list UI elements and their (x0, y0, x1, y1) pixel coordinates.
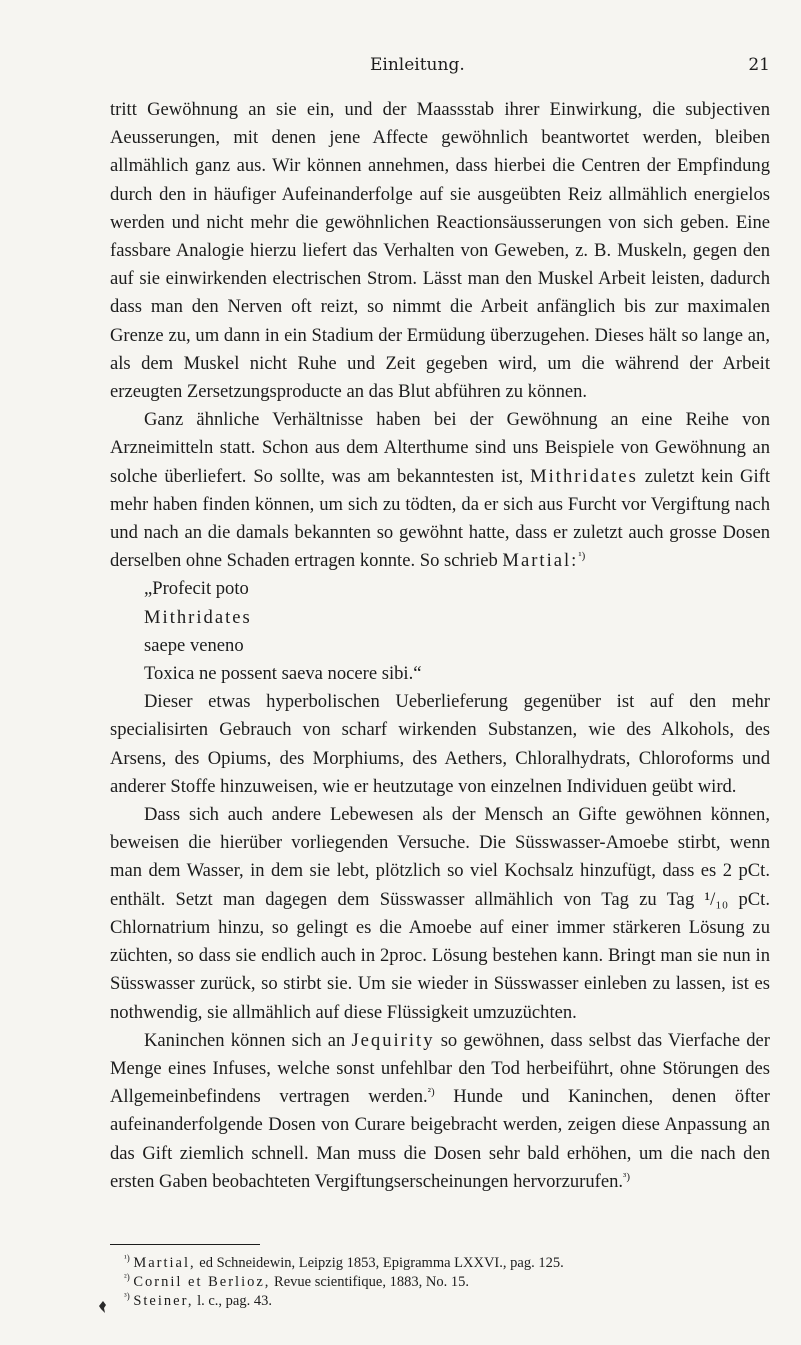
quote-line-1-b: saepe veneno (144, 634, 244, 656)
footnote-author: Martial, (133, 1255, 196, 1271)
p5-text-b: so gewöhnen, dass selbst das Vierfache der Menge eines Infuses, welche sonst unfehlbar den Tod herbeiführt, ohne Störungen des Allgemeinbefindens vertragen werden. (110, 1029, 770, 1108)
footnote-author: Steiner, (133, 1293, 194, 1309)
paragraph-2 (110, 406, 770, 575)
footnote-mark: ²) (124, 1272, 130, 1283)
page-number: 21 (748, 55, 770, 75)
footnote-author: Cornil et Berlioz, (133, 1274, 271, 1290)
paragraph-5 (110, 1027, 770, 1196)
quote-name: Mithridates (144, 606, 252, 628)
paragraph-3: Dieser etwas hyperbolischen Ueberlieferung gegenüber ist auf den mehr specialisirten Gebrauch von scharf wirkenden Substanzen, wie des Alkohols, des Arsens, des Opiums, des Morphiums, des Aethers, Chloralhydrats, Chloroforms und anderer Stoffe hinzuweisen, wie er heutzutage von einzelnen Individuen geübt wird. (110, 691, 770, 797)
footnote-1 (124, 1254, 770, 1273)
p5-text-a: Kaninchen können sich an (144, 1029, 346, 1051)
footnote-mark: ³) (124, 1291, 130, 1302)
p5-text-c: Hunde und Kaninchen, denen öfter aufeinanderfolgende Dosen von Curare beigebracht werden, zeigen diese Anpassung an das Gift ziemlich schnell. Man muss die Dosen sehr bald erhöhen, um die nach den ersten Gaben beobachteten Vergiftungserscheinungen hervorzurufen. (110, 1086, 770, 1192)
martial-name: Martial: (502, 550, 579, 572)
body-text (110, 96, 770, 1196)
footnote-text: ed Schneidewin, Leipzig 1853, Epigramma LXXVI., pag. 125. (199, 1255, 564, 1271)
p2-text-a: Ganz ähnliche Verhältnisse haben bei der Gewöhnung an eine Reihe von Arzneimitteln statt. Schon aus dem Alterthume sind uns Beispiele von Gewöhnung an solche überliefert. So sollte, was am bekanntesten ist, (110, 409, 770, 487)
quote-line-2: Toxica ne possent saeva nocere sibi.“ (144, 663, 422, 685)
footnote-ref-1: ¹) (578, 550, 586, 563)
ink-blot-icon (98, 1300, 108, 1314)
footnotes (124, 1254, 770, 1311)
footnote-text: l. c., pag. 43. (197, 1293, 272, 1309)
running-header (110, 55, 770, 81)
mithridates-name: Mithridates (530, 465, 638, 487)
quote-line-1 (144, 575, 770, 660)
quote-line-1-a: „Profecit poto (144, 578, 249, 600)
footnote-ref-2: ²) (427, 1085, 435, 1098)
latin-quote (110, 575, 770, 688)
footnote-divider (110, 1244, 260, 1245)
footnote-2 (124, 1273, 770, 1292)
paragraph-4: Dass sich auch andere Lebewesen als der Mensch an Gifte gewöhnen können, beweisen die hierüber vorliegenden Versuche. Die Süsswasser-Amoebe stirbt, wenn man dem Wasser, in dem sie lebt, plötzlich so viel Kochsalz hinzufügt, dass es 2 pCt. enthält. Setzt man dagegen dem Süsswasser allmählich von Tag zu Tag ¹/₁₀ pCt. Chlornatrium hinzu, so gelingt es die Amoebe auf einer immer stärkeren Lösung zu züchten, so dass sie endlich auch in 2proc. Lösung bestehen kann. Bringt man sie nun in Süsswasser zurück, so stirbt sie. Um sie wieder in Süsswasser einleben zu lassen, ist es nothwendig, sie allmählich auf diese Flüssigkeit umzuzüchten. (110, 804, 770, 1023)
jequirity-name: Jequirity (351, 1029, 435, 1051)
p2-text-b: zuletzt kein Gift mehr haben finden können, um sich zu tödten, da er sich aus Furcht vor Vergiftung nach und nach an die damals bekannten so gewöhnt hatte, dass er zuletzt auch grosse Dosen derselben ohne Schaden ertragen konnte. So schrieb (110, 465, 770, 572)
running-title: Einleitung. (370, 55, 465, 75)
paragraph-1: tritt Gewöhnung an sie ein, und der Maassstab ihrer Einwirkung, die subjectiven Aeusserungen, mit denen jene Affecte gewöhnlich beantwortet werden, bleiben allmählich ganz aus. Wir können annehmen, dass hierbei die Centren der Empfindung durch den in häufiger Aufeinanderfolge auf sie ausgeübten Reiz allmählich energielos werden und nicht mehr die gewöhnlichen Reactionsäusserungen von sich geben. Eine fassbare Analogie hierzu liefert das Verhalten von Geweben, z. B. Muskeln, gegen den auf sie einwirkenden electrischen Strom. Lässt man den Muskel Arbeit leisten, dadurch dass man den Nerven oft reizt, so nimmt die Arbeit anfänglich bis zur maximalen Grenze zu, um dann in ein Stadium der Ermüdung überzugehen. Dieses hält so lange an, als dem Muskel nicht Ruhe und Zeit gegeben wird, um die während der Arbeit erzeugten Zersetzungsproducte an das Blut abführen zu können. (110, 99, 770, 403)
footnote-ref-3: ³) (623, 1170, 630, 1183)
footnote-3 (124, 1292, 770, 1311)
footnote-mark: ¹) (124, 1253, 130, 1264)
footnote-text: Revue scientifique, 1883, No. 15. (274, 1274, 469, 1290)
